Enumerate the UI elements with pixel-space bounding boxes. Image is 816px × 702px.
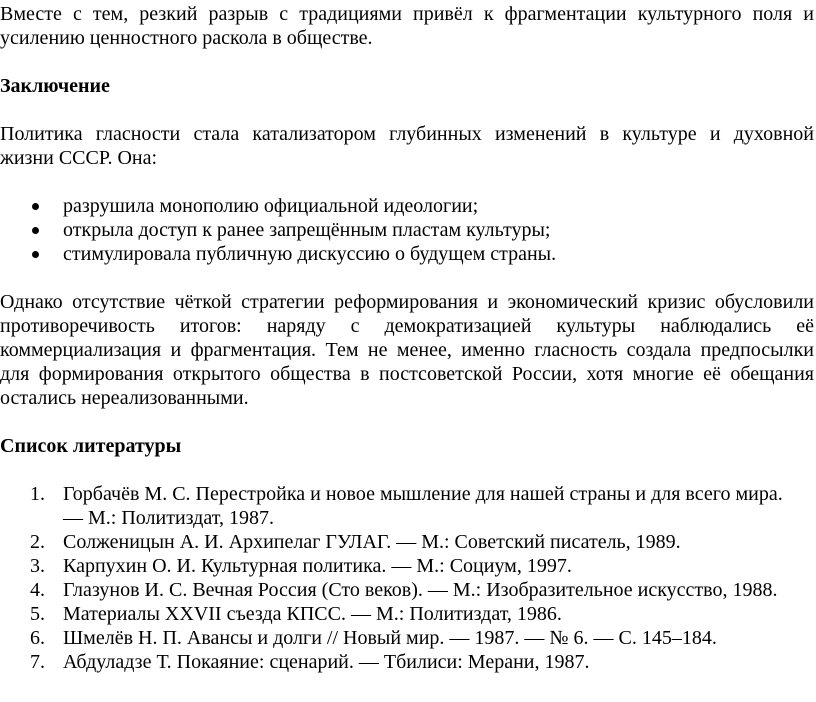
bullet-dot-icon [32,203,39,210]
bullet-item [0,242,816,266]
conclusion-heading: Заключение [0,75,110,97]
reference-text: Горбачёв М. С. Перестройка и новое мышление для нашей страны и для всего мира. [63,483,783,505]
bullet-text: стимулировала публичную дискуссию о будущем страны. [63,243,557,265]
reference-number: 7. [30,651,45,673]
reference-item [0,554,816,578]
final-para-line-1: Однако отсутствие чёткой стратегии реформирования и экономический кризис обусловили [0,291,814,313]
reference-text: Материалы XXVII съезда КПСС. — М.: Политиздат, 1986. [63,603,562,625]
reference-item [0,650,816,674]
reference-text: Глазунов И. С. Вечная Россия (Сто веков). — М.: Изобразительное искусство, 1988. [63,579,778,601]
conclusion-para-line-1: Политика гласности стала катализатором глубинных изменений в культуре и духовной [0,123,814,145]
reference-item [0,482,816,506]
bullet-item [0,218,816,242]
reference-number: 6. [30,627,45,649]
intro-line-2: усилению ценностного раскола в обществе. [0,27,373,49]
bullet-dot-icon [32,251,39,258]
bullet-text: открыла доступ к ранее запрещённым пластам культуры; [63,219,551,241]
reference-number: 3. [30,555,45,577]
reference-item [0,578,816,602]
reference-number: 5. [30,603,45,625]
bullet-item [0,194,816,218]
reference-item [0,530,816,554]
references-heading: Список литературы [0,435,182,457]
reference-number: 2. [30,531,45,553]
final-para-line-3: коммерциализация и фрагментация. Тем не менее, именно гласность создала предпосылки [0,339,814,361]
final-para-line-5: остались нереализованными. [0,387,249,409]
intro-line-1: Вместе с тем, резкий разрыв с традициями привёл к фрагментации культурного поля и [0,3,814,25]
final-para-line-4: для формирования открытого общества в постсоветской России, хотя многие её обещания [0,363,814,385]
reference-continuation: — М.: Политиздат, 1987. [63,507,274,529]
reference-text: Шмелёв Н. П. Авансы и долги // Новый мир. — 1987. — № 6. — С. 145–184. [63,627,717,649]
reference-text: Солженицын А. И. Архипелаг ГУЛАГ. — М.: Советский писатель, 1989. [63,531,681,553]
bullet-dot-icon [32,227,39,234]
reference-item [0,602,816,626]
conclusion-para-line-2: жизни СССР. Она: [0,147,158,169]
bullet-text: разрушила монополию официальной идеологии; [63,195,479,217]
reference-number: 1. [30,483,45,505]
final-para-line-2: противоречивость итогов: наряду с демократизацией культуры наблюдались её [0,315,814,337]
reference-text: Карпухин О. И. Культурная политика. — М.: Социум, 1997. [63,555,572,577]
reference-text: Абдуладзе Т. Покаяние: сценарий. — Тбилиси: Мерани, 1987. [63,651,590,673]
reference-number: 4. [30,579,45,601]
reference-item [0,626,816,650]
